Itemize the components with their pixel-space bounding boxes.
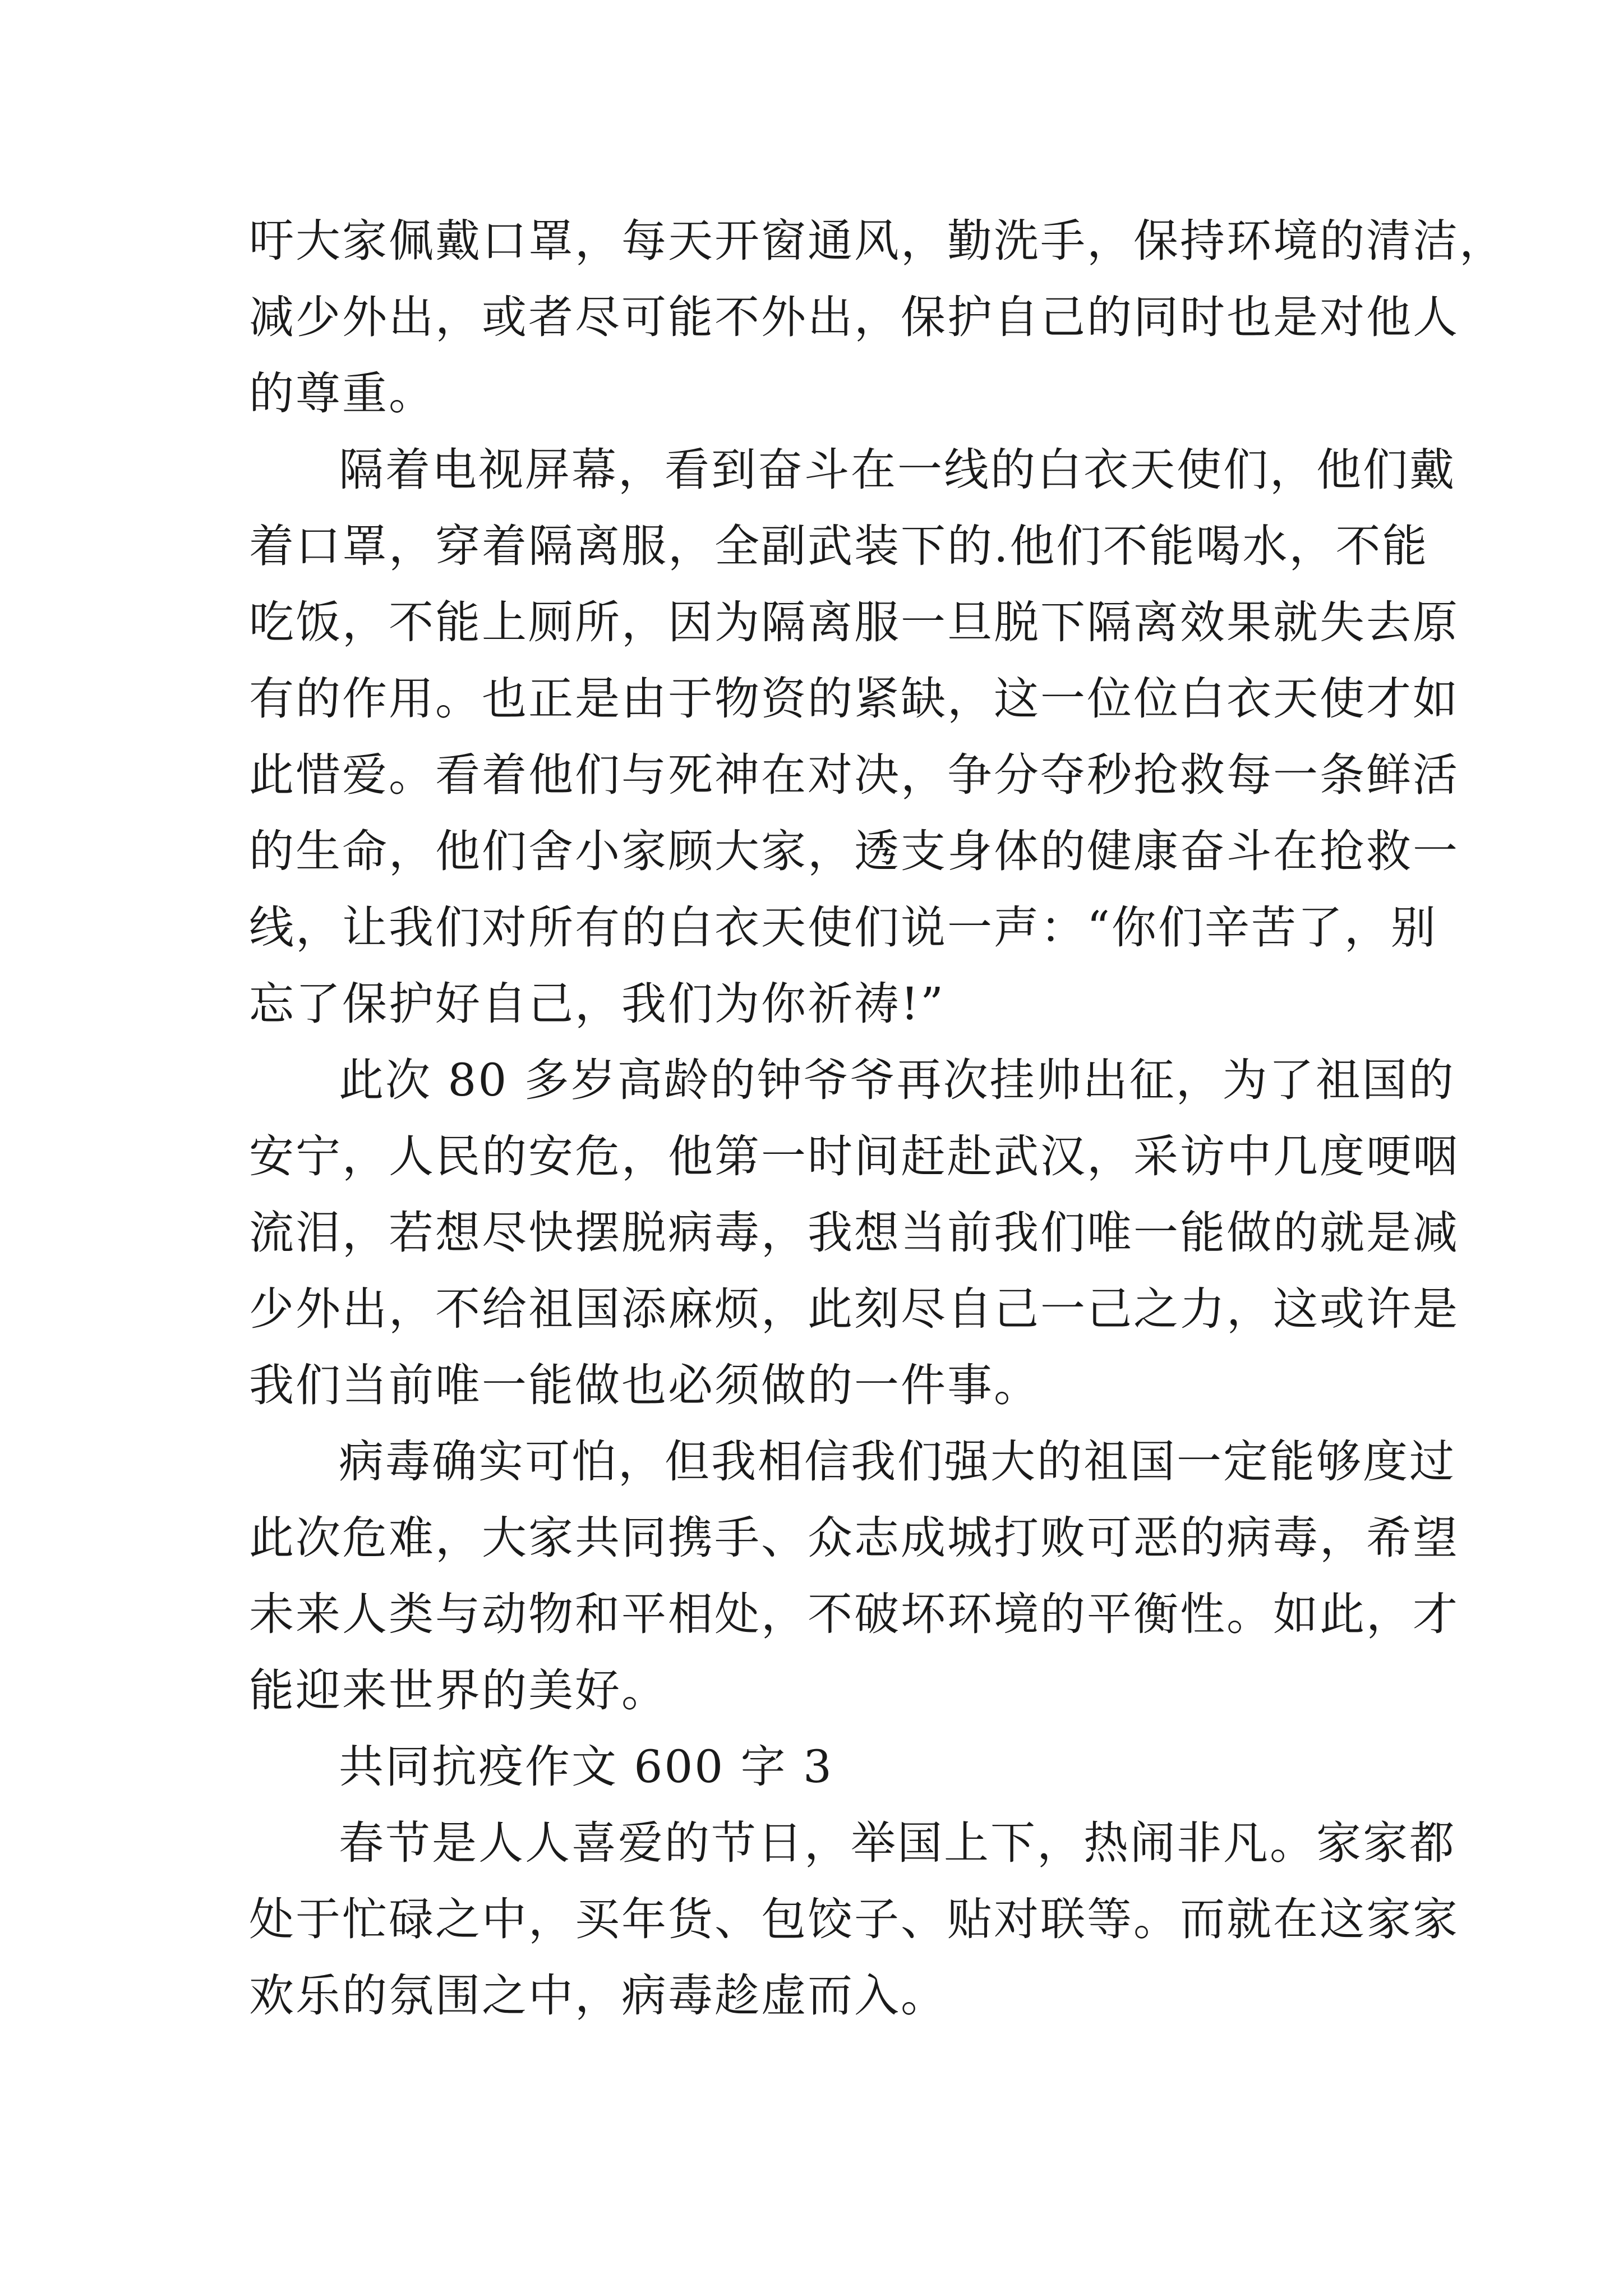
text-line: 我们当前唯一能做也必须做的一件事。 bbox=[249, 1359, 1040, 1411]
text-line: 此次危难，大家共同携手、众志成城打败可恶的病毒，希望 bbox=[249, 1512, 1459, 1564]
text-line: 此惜爱。看着他们与死神在对决，争分夺秒抢救每一条鲜活 bbox=[249, 749, 1459, 801]
paragraph-1 bbox=[249, 203, 1506, 432]
text-line: 吃饭，不能上厕所，因为隔离服一旦脱下隔离效果就失去原 bbox=[249, 596, 1459, 648]
text-line: 流泪，若想尽快摆脱病毒，我想当前我们唯一能做的就是减 bbox=[249, 1207, 1459, 1259]
text-line: 吁大家佩戴口罩，每天开窗通风，勤洗手，保持环境的清洁， bbox=[249, 215, 1506, 267]
text-line: 有的作用。也正是由于物资的紧缺，这一位位白衣天使才如 bbox=[249, 673, 1459, 725]
paragraph-4 bbox=[249, 1424, 1459, 1729]
text-line: 此次 80 多岁高龄的钟爷爷再次挂帅出征，为了祖国的 bbox=[339, 1054, 1455, 1106]
paragraph-2 bbox=[249, 432, 1459, 1042]
text-line: 线，让我们对所有的白衣天使们说一声：“你们辛苦了，别 bbox=[249, 901, 1437, 954]
text-line: 处于忙碌之中，买年货、包饺子、贴对联等。而就在这家家 bbox=[249, 1893, 1459, 1945]
text-line: 欢乐的氛围之中，病毒趁虚而入。 bbox=[249, 1970, 947, 2022]
text-line: 减少外出，或者尽可能不外出，保护自己的同时也是对他人 bbox=[249, 291, 1459, 343]
text-line: 未来人类与动物和平相处，不破坏环境的平衡性。如此，才 bbox=[249, 1588, 1459, 1640]
paragraph-3 bbox=[249, 1042, 1459, 1424]
text-line: 安宁，人民的安危，他第一时间赶赴武汉，采访中几度哽咽 bbox=[249, 1130, 1459, 1182]
text-line: 忘了保护好自己，我们为你祈祷!” bbox=[249, 978, 946, 1030]
text-line: 的尊重。 bbox=[249, 367, 435, 420]
paragraph-6 bbox=[249, 1805, 1459, 2034]
heading-text: 共同抗疫作文 600 字 3 bbox=[339, 1741, 833, 1793]
text-line: 着口罩，穿着隔离服，全副武装下的.他们不能喝水，不能 bbox=[249, 520, 1429, 572]
document-body bbox=[249, 203, 1506, 2034]
text-line: 春节是人人喜爱的节日，举国上下，热闹非凡。家家都 bbox=[339, 1817, 1456, 1869]
text-line: 的生命，他们舍小家顾大家，透支身体的健康奋斗在抢救一 bbox=[249, 825, 1459, 877]
text-line: 能迎来世界的美好。 bbox=[249, 1664, 668, 1717]
text-line: 少外出，不给祖国添麻烦，此刻尽自己一己之力，这或许是 bbox=[249, 1283, 1459, 1335]
section-heading bbox=[249, 1729, 1393, 1805]
text-line: 隔着电视屏幕，看到奋斗在一线的白衣天使们，他们戴 bbox=[339, 444, 1456, 496]
text-line: 病毒确实可怕，但我相信我们强大的祖国一定能够度过 bbox=[339, 1435, 1456, 1488]
